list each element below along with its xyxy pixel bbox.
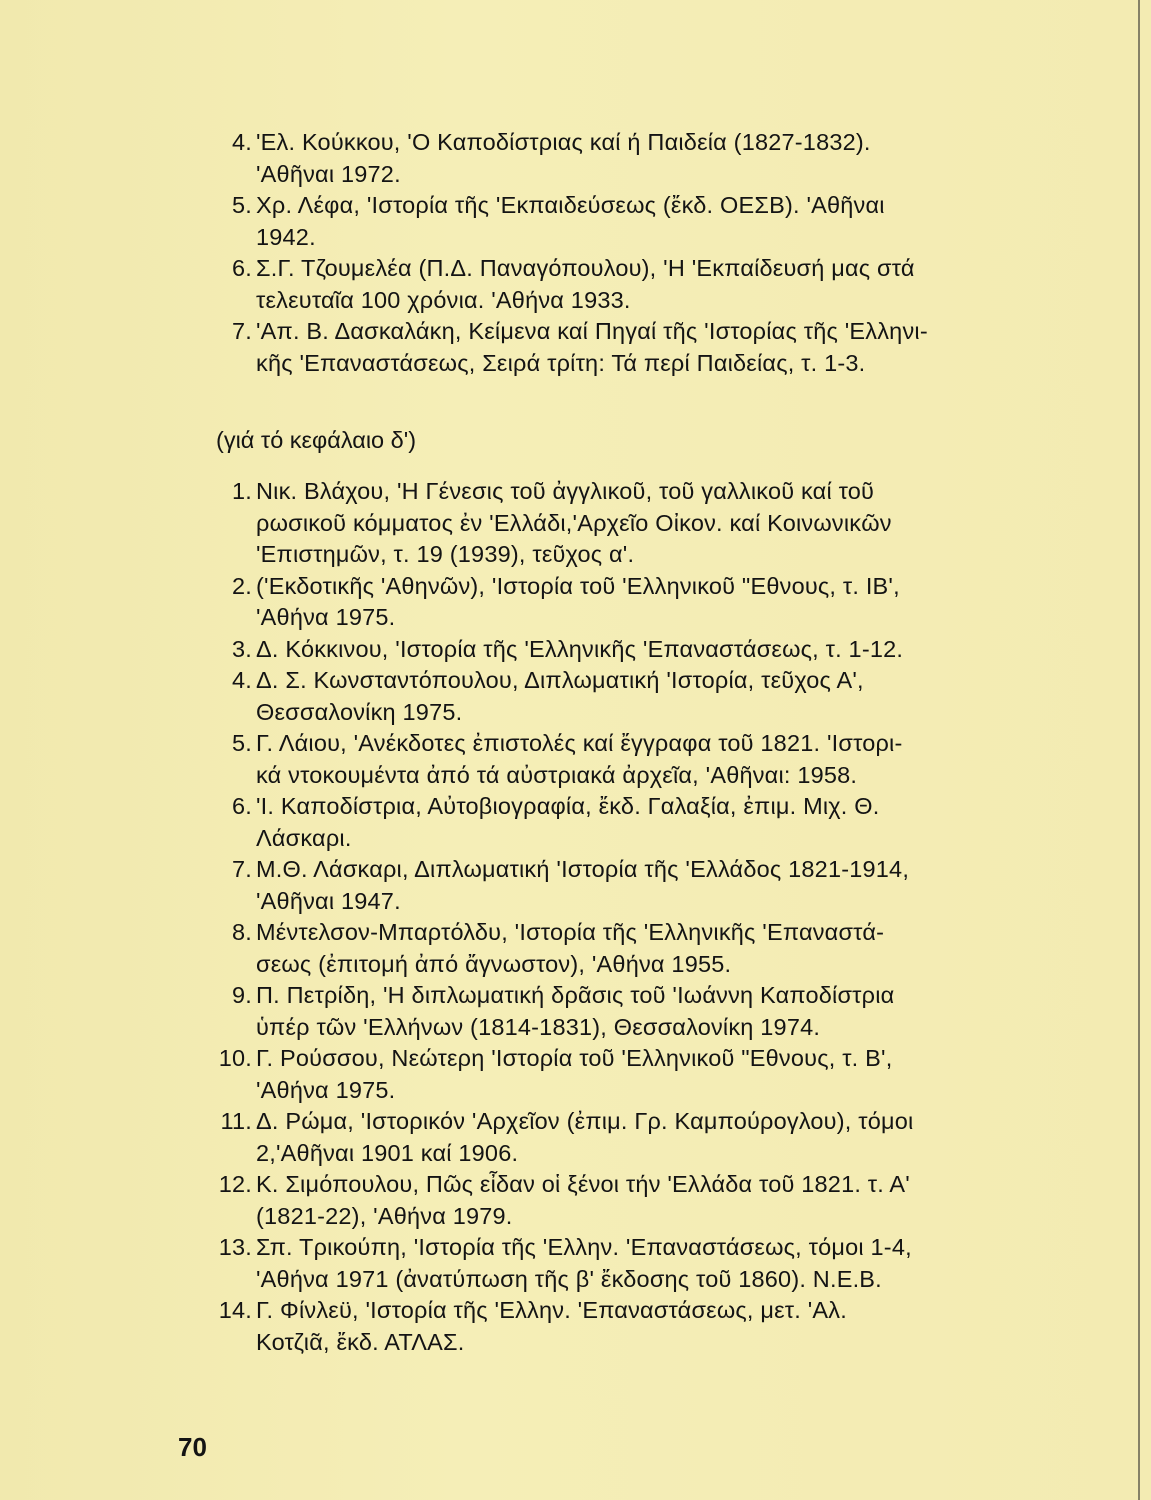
entry-number: 6. bbox=[232, 255, 252, 281]
entry-number: 11. bbox=[220, 1108, 252, 1134]
bibliography-entry bbox=[216, 316, 996, 379]
entry-line: Κ. Σιμόπουλου, Πῶς εἶδαν οἱ ξένοι τήν 'Ελλάδα τοῦ 1821. τ. Α' bbox=[256, 1171, 910, 1197]
page-number: 70 bbox=[178, 1432, 207, 1462]
entry-line: 'Απ. Β. Δασκαλάκη, Κείμενα καί Πηγαί τῆς 'Ιστορίας τῆς 'Ελληνι- bbox=[256, 318, 928, 344]
entry-number: 2. bbox=[232, 572, 252, 599]
entry-line: Μ.Θ. Λάσκαρι, Διπλωματική 'Ιστορία τῆς 'Ελλάδος 1821-1914, bbox=[256, 856, 910, 882]
entry-line: σεως (ἐπιτομή ἀπό ἄγνωστον), 'Αθήνα 1955. bbox=[256, 950, 732, 977]
entry-line: 2,'Αθῆναι 1901 καί 1906. bbox=[256, 1139, 519, 1166]
bibliography-entry bbox=[216, 1295, 996, 1358]
entry-number: 1. bbox=[232, 478, 252, 504]
entry-number: 8. bbox=[232, 919, 252, 945]
chapter-heading: (γιά τό κεφάλαιο δ') bbox=[216, 427, 417, 453]
entry-number: 3. bbox=[232, 635, 252, 662]
bibliography-entry bbox=[216, 1043, 996, 1106]
entry-number: 4. bbox=[232, 129, 252, 155]
entry-number: 12. bbox=[218, 1171, 252, 1197]
bibliography-entry bbox=[216, 854, 996, 917]
bibliography-entry bbox=[216, 980, 996, 1043]
entry-line: Κοτζιᾶ, ἔκδ. ΑΤΛΑΣ. bbox=[256, 1328, 465, 1355]
entry-line: Π. Πετρίδη, 'Η διπλωματική δρᾶσις τοῦ 'Ιωάννη Καποδίστρια bbox=[256, 982, 895, 1008]
entry-line: κῆς 'Επαναστάσεως, Σειρά τρίτη: Τά περί Παιδείας, τ. 1-3. bbox=[256, 349, 866, 376]
bibliography-entry bbox=[216, 791, 996, 854]
bibliography-entry bbox=[216, 190, 996, 253]
entry-line: Θεσσαλονίκη 1975. bbox=[256, 698, 463, 725]
entry-line: 'Αθῆναι 1972. bbox=[256, 160, 401, 187]
bibliography-entry bbox=[216, 476, 996, 571]
entry-line: ('Εκδοτικῆς 'Αθηνῶν), 'Ιστορία τοῦ 'Ελληνικοῦ "Εθνους, τ. ΙΒ', bbox=[256, 572, 900, 599]
bibliography-entry bbox=[216, 1106, 996, 1169]
entry-line: 'Αθήνα 1971 (ἀνατύπωση τῆς β' ἔκδοσης τοῦ 1860). Ν.Ε.Β. bbox=[256, 1265, 882, 1292]
entry-number: 10. bbox=[218, 1045, 252, 1071]
entry-line: 'Ελ. Κούκκου, 'Ο Καποδίστριας καί ή Παιδεία (1827-1832). bbox=[256, 129, 871, 155]
bibliography-entry bbox=[216, 127, 996, 190]
entry-line: 'Ι. Καποδίστρια, Αὐτοβιογραφία, ἔκδ. Γαλαξία, ἐπιμ. Μιχ. Θ. bbox=[256, 793, 880, 819]
entry-number: 14. bbox=[218, 1297, 252, 1323]
entry-line: Γ. Ρούσσου, Νεώτερη 'Ιστορία τοῦ 'Ελληνικοῦ "Εθνους, τ. Β', bbox=[256, 1045, 893, 1071]
entry-number: 9. bbox=[232, 982, 252, 1008]
bibliography-entry bbox=[216, 917, 996, 980]
bibliography-entry bbox=[216, 665, 996, 728]
entry-number: 7. bbox=[232, 856, 252, 882]
page-edge bbox=[1138, 0, 1140, 1500]
bibliography-entry bbox=[216, 1232, 996, 1295]
entry-line: τελευταῖα 100 χρόνια. 'Αθήνα 1933. bbox=[256, 286, 631, 313]
entry-line: Νικ. Βλάχου, 'Η Γένεσις τοῦ ἀγγλικοῦ, τοῦ γαλλικοῦ καί τοῦ bbox=[256, 478, 875, 504]
entry-line: κά ντοκουμέντα ἀπό τά αὐστριακά ἀρχεῖα, 'Αθῆναι: 1958. bbox=[256, 761, 858, 788]
entry-line: (1821-22), 'Αθήνα 1979. bbox=[256, 1202, 513, 1229]
entry-number: 5. bbox=[232, 192, 252, 218]
bibliography-list-b bbox=[216, 476, 996, 1358]
entry-line: Χρ. Λέφα, 'Ιστορία τῆς 'Εκπαιδεύσεως (ἔκδ. ΟΕΣΒ). 'Αθῆναι bbox=[256, 192, 885, 218]
entry-number: 7. bbox=[232, 318, 252, 344]
entry-line: Δ. Σ. Κωνσταντόπουλου, Διπλωματική 'Ιστορία, τεῦχος Α', bbox=[256, 667, 864, 693]
entry-line: ρωσικοῦ κόμματος ἐν 'Ελλάδι,'Αρχεῖο Οἰκον. καί Κοινωνικῶν bbox=[256, 509, 892, 536]
bibliography-list-a bbox=[216, 127, 996, 379]
entry-line: 'Αθήνα 1975. bbox=[256, 604, 396, 630]
entry-number: 13. bbox=[218, 1234, 252, 1260]
entry-line: Δ. Ρώμα, 'Ιστορικόν 'Αρχεῖον (ἐπιμ. Γρ. Καμπούρογλου), τόμοι bbox=[256, 1108, 914, 1134]
entry-line: Δ. Κόκκινου, 'Ιστορία τῆς 'Ελληνικῆς 'Επαναστάσεως, τ. 1-12. bbox=[256, 635, 904, 662]
entry-line: Σ.Γ. Τζουμελέα (Π.Δ. Παναγόπουλου), 'Η 'Εκπαίδευσή μας στά bbox=[256, 255, 915, 281]
bibliography-entry bbox=[216, 634, 996, 666]
entry-line: Γ. Λάιου, 'Ανέκδοτες ἐπιστολές καί ἔγγραφα τοῦ 1821. 'Ιστορι- bbox=[256, 730, 903, 756]
entry-line: 'Αθῆναι 1947. bbox=[256, 887, 401, 914]
entry-line: 'Αθήνα 1975. bbox=[256, 1076, 396, 1103]
entry-line: Μέντελσον-Μπαρτόλδυ, 'Ιστορία τῆς 'Ελληνικῆς 'Επαναστά- bbox=[256, 919, 885, 945]
entry-line: 1942. bbox=[256, 223, 316, 250]
entry-line: Γ. Φίνλεϋ, 'Ιστορία τῆς 'Ελλην. 'Επαναστάσεως, μετ. 'Αλ. bbox=[256, 1297, 847, 1323]
bibliography-entry bbox=[216, 571, 996, 634]
entry-line: 'Επιστημῶν, τ. 19 (1939), τεῦχος α'. bbox=[256, 541, 635, 567]
entry-number: 6. bbox=[232, 793, 252, 819]
bibliography-entry bbox=[216, 728, 996, 791]
entry-line: Σπ. Τρικούπη, 'Ιστορία τῆς 'Ελλην. 'Επαναστάσεως, τόμοι 1-4, bbox=[256, 1234, 912, 1260]
bibliography-entry bbox=[216, 253, 996, 316]
entry-number: 5. bbox=[232, 730, 252, 756]
entry-line: ὑπέρ τῶν 'Ελλήνων (1814-1831), Θεσσαλονίκη 1974. bbox=[256, 1013, 821, 1040]
bibliography-entry bbox=[216, 1169, 996, 1232]
entry-number: 4. bbox=[232, 667, 252, 693]
entry-line: Λάσκαρι. bbox=[256, 824, 352, 851]
